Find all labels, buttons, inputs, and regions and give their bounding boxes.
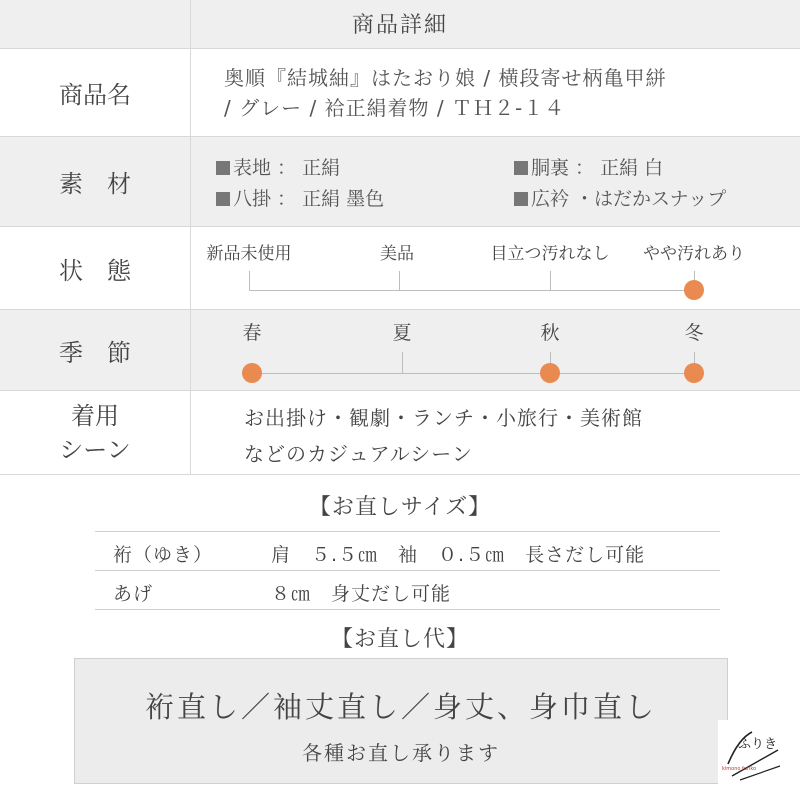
page-title: 商品詳細 bbox=[351, 13, 448, 38]
alteration-fee-sub: 各種お直し承ります bbox=[302, 741, 500, 765]
size-row-name: あげ bbox=[113, 583, 154, 605]
alteration-fee-heading: 【お直し代】 bbox=[330, 627, 469, 652]
season-scale-line bbox=[252, 373, 694, 374]
logo-mark-icon bbox=[718, 720, 786, 788]
square-bullet-icon bbox=[514, 161, 528, 175]
scale-tick bbox=[399, 271, 400, 290]
divider bbox=[0, 474, 800, 475]
product-name-text bbox=[224, 63, 666, 123]
material-item: 表地 ： 正絹 bbox=[216, 153, 340, 180]
divider bbox=[190, 310, 191, 390]
condition-scale-label: やや汚れあり bbox=[643, 244, 745, 264]
condition-label: 状 態 bbox=[59, 256, 131, 285]
scale-tick bbox=[402, 352, 403, 373]
season-label: 季 節 bbox=[59, 338, 131, 367]
scene-label bbox=[0, 391, 190, 474]
season-dot-autumn bbox=[540, 363, 560, 383]
condition-scale-label: 新品未使用 bbox=[206, 244, 292, 264]
material-item: 広衿 ・はだかスナップ bbox=[514, 184, 726, 211]
scene-label-line2: シーン bbox=[59, 435, 131, 464]
condition-selected-dot bbox=[684, 280, 704, 300]
alteration-size-row bbox=[95, 571, 720, 610]
divider bbox=[190, 227, 191, 309]
season-scale-label: 夏 bbox=[392, 322, 412, 344]
season-dot-winter bbox=[684, 363, 704, 383]
product-name-label: 商品名 bbox=[59, 81, 131, 109]
divider bbox=[190, 137, 191, 226]
size-row-value: 肩 ５.５㎝ 袖 ０.５㎝ 長さだし可能 bbox=[271, 544, 646, 566]
scale-tick bbox=[249, 271, 250, 290]
size-row-value: ８㎝ 身丈だし可能 bbox=[271, 583, 452, 605]
condition-row bbox=[0, 227, 800, 309]
alteration-fee-box bbox=[74, 658, 728, 784]
material-item: 八掛 ： 正絹 墨色 bbox=[216, 184, 384, 211]
square-bullet-icon bbox=[216, 192, 230, 206]
logo-script-text: ふりき bbox=[738, 737, 778, 752]
season-scale-label: 春 bbox=[242, 322, 262, 344]
material-row bbox=[0, 137, 800, 226]
product-name-line2: / グレー / 袷正絹着物 / ＴＨ２-１４ bbox=[224, 96, 566, 120]
divider bbox=[190, 391, 191, 474]
condition-scale-label: 美品 bbox=[380, 244, 414, 264]
product-name-line1: 奥順『結城紬』はたおり娘 / 横段寄せ柄亀甲絣 bbox=[224, 66, 667, 90]
condition-scale-line bbox=[249, 290, 694, 291]
brand-logo bbox=[718, 720, 786, 788]
logo-text: kimono furiko bbox=[722, 766, 757, 772]
alteration-size-row bbox=[95, 531, 720, 571]
scene-line2: などのカジュアルシーン bbox=[244, 442, 473, 466]
header-row bbox=[0, 0, 800, 48]
scene-row bbox=[0, 391, 800, 474]
scene-label-line1: 着用 bbox=[71, 401, 119, 430]
square-bullet-icon bbox=[216, 161, 230, 175]
square-bullet-icon bbox=[514, 192, 528, 206]
season-dot-spring bbox=[242, 363, 262, 383]
product-name-row bbox=[0, 49, 800, 136]
season-row bbox=[0, 310, 800, 390]
condition-scale-label: 目立つ汚れなし bbox=[490, 244, 610, 264]
alteration-size-heading: 【お直しサイズ】 bbox=[308, 495, 492, 520]
scale-tick bbox=[550, 271, 551, 290]
season-scale-label: 秋 bbox=[540, 322, 560, 344]
alteration-fee-main: 裄直し／袖丈直し／身丈、身巾直し bbox=[144, 690, 657, 724]
divider bbox=[190, 49, 191, 136]
scene-line1: お出掛け・観劇・ランチ・小旅行・美術館 bbox=[244, 406, 643, 430]
product-name-content bbox=[220, 49, 790, 136]
season-scale-label: 冬 bbox=[684, 322, 704, 344]
material-item: 胴裏 ： 正絹 白 bbox=[514, 153, 663, 180]
size-row-name: 裄（ゆき） bbox=[113, 544, 214, 566]
material-label: 素 材 bbox=[59, 170, 131, 198]
